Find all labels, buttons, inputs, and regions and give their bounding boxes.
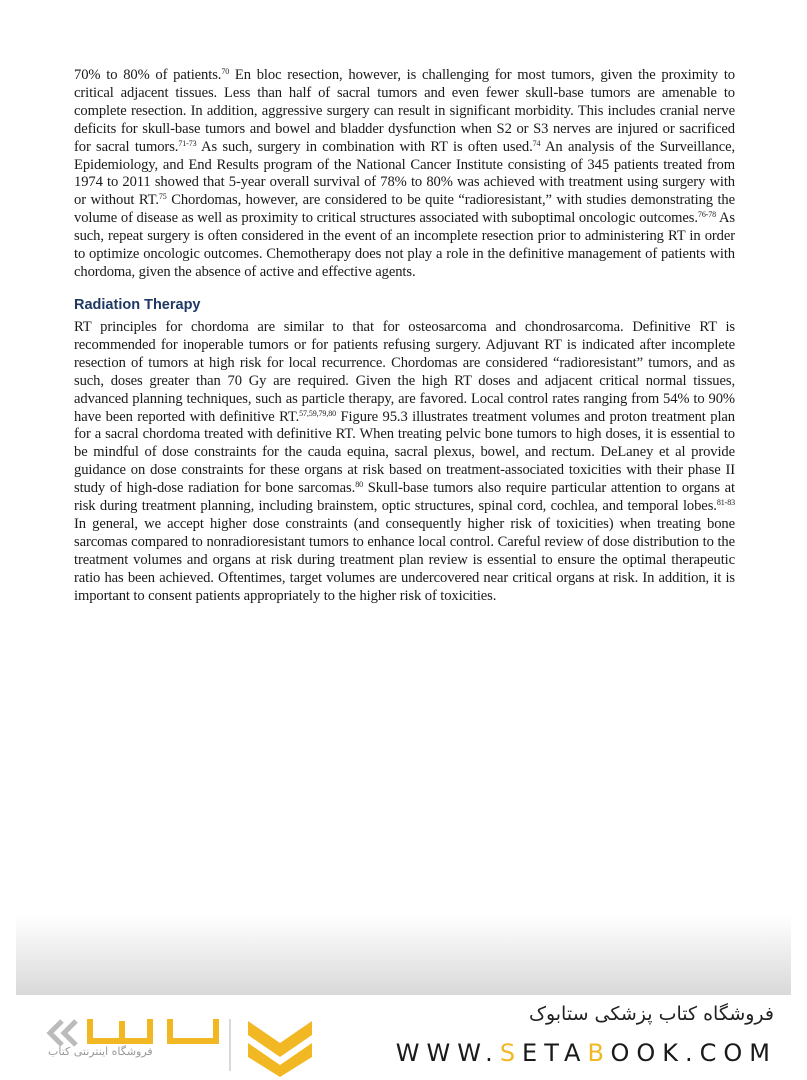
footer-banner [0, 995, 807, 1080]
text-run: As such, surgery in combination with RT is often used. [196, 138, 533, 155]
url-part-highlight: S [499, 1039, 523, 1067]
text-run: In general, we accept higher dose constraints (and consequently higher risk of toxicities) when treating bone sarcomas compared to nonradioresistant tumors to enhance local control. Careful review of dose distribution to the treatment volumes and organs at risk during treatment plan review is essential to ensure the optimal therapeutic ratio has been achieved. Oftentimes, target volumes are undercovered near critical organs at risk. In addition, it is important to consent patients appropriately to the higher risk of toxicities. [74, 515, 735, 604]
body-paragraph-surgery [74, 67, 735, 282]
logo-tagline: فروشگاه اینترنتی کتاب [48, 1045, 153, 1058]
text-run: RT principles for chordoma are similar to that for osteosarcoma and chondrosarcoma. Definitive RT is recommended for inoperable tumors or for patients refusing surgery. Adjuvant RT is indicated after incomplete resection of tumors at high risk for local recurrence. Chordomas are considered “radioresistant” tumors, and as such, doses greater than 70 Gy are required. Given the high RT doses and adjacent critical normal tissues, advanced planning techniques, such as particle therapy, are favored. Local control rates ranging from 54% to 90% have been reported with definitive RT. [74, 319, 735, 425]
section-heading: Radiation Therapy [74, 297, 201, 313]
url-part: WWW. [395, 1039, 500, 1067]
text-run: Chordomas, however, are considered to be quite “radioresistant,” with studies demonstrating the volume of disease as well as proximity to critical structures associated with suboptimal oncologic outcomes. [74, 192, 736, 227]
citation-superscript: 70 [221, 67, 230, 76]
double-chevron-icon [50, 1021, 76, 1045]
url-part: ETA [522, 1039, 588, 1067]
text-run: An analysis of the Surveillance, Epidemiology, and End Results program of the National Cancer Institute consisting of 345 patients treated from 1974 to 2011 showed that 5-year overall survival of 78% to 80% was achieved with treatment using surgery with or without RT. [74, 138, 735, 209]
citation-superscript: 76-78 [697, 210, 717, 220]
text-run: Skull-base tumors also require particular attention to organs at risk during treatment planning, including brainstem, optic structures, spinal cord, cochlea, and temporal lobes. [74, 480, 735, 515]
citation-superscript: 57,59,79,80 [299, 408, 337, 418]
citation-superscript: 81-83 [716, 498, 735, 508]
text-run: Figure 95.3 illustrates treatment volumes and proton treatment plan for a sacral chordoma treated with definitive RT. When treating pelvic bone tumors to high doses, it is essential to be mindful of dose constraints for the cauda equina, sacral plexus, bowel, and rectum. DeLaney et al provide guidance on dose constraints for these organs at risk based on treatment-associated toxicities with their phase II study of high-dose radiation for bone sarcomas. [74, 408, 735, 497]
chevron-logo-icon [248, 1021, 312, 1077]
page-bottom-shadow [16, 915, 791, 995]
text-run: As such, repeat surgery is often considered in the event of an incomplete resection prior to administering RT in order to optimize oncologic outcomes. Chemotherapy does not play a role in the definitive management of patients with chordoma, given the absence of active and effective agents. [74, 210, 736, 280]
setabook-logo [30, 1009, 320, 1079]
url-part: OOK.COM [610, 1039, 777, 1067]
citation-superscript: 80 [355, 480, 363, 490]
citation-superscript: 75 [158, 192, 167, 202]
store-url[interactable] [396, 1039, 777, 1067]
url-part-highlight: B [587, 1039, 611, 1067]
citation-superscript: 71-73 [178, 138, 197, 148]
text-run: 70% to 80% of patients. [74, 67, 222, 83]
store-title: فروشگاه کتاب پزشکی ستابوک [528, 1003, 774, 1025]
setabook-wordmark [90, 1019, 216, 1041]
citation-superscript: 74 [532, 138, 541, 148]
body-paragraph-radiation-therapy [74, 319, 735, 606]
text-run: En bloc resection, however, is challenging for most tumors, given the proximity to critical adjacent tissues. Less than half of sacral tumors and even fewer skull-base tumors are amenable to complete resection. In addition, aggressive surgery can result in significant morbidity. This includes cranial nerve deficits for skull-base tumors and bowel and bladder dysfunction when S2 or S3 nerves are injured or sacrificed for sacral tumors. [74, 67, 735, 155]
